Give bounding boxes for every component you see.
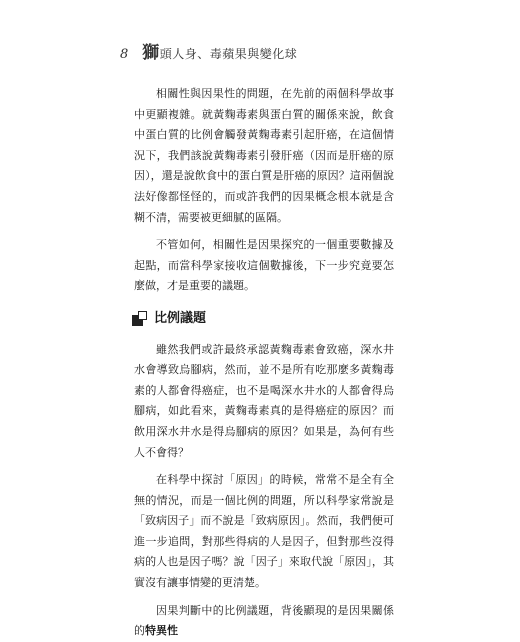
section-square-icon	[132, 311, 148, 327]
section-heading	[132, 309, 394, 330]
paragraph-last	[134, 601, 394, 642]
paragraph: 相關性與因果性的問題，在先前的兩個科學故事中更顯複雜。就黃麴毒素與蛋白質的關係來說，飲食中蛋白質的比例會觸發黃麴毒素引起肝癌，在這個情況下，我們該說黃麴毒素引發肝癌（因而是肝癌的原因），還是說飲食中的蛋白質是肝癌的原因？這兩個說法好像都怪怪的，而或許我們的因果概念根本就是含糊不清，需要被更細膩的區隔。	[134, 87, 394, 224]
running-header	[120, 38, 297, 63]
paragraph: 雖然我們或許最終承認黃麴毒素會致癌，深水井水會導致烏腳病，然而，並不是所有吃那麼多黃麴毒素的人都會得癌症，也不是喝深水井水的人都會得烏腳病，如此看來，黃麴毒素真的是得癌症的原因？而飲用深水井水是得烏腳病的原因？如果是，為何有些人不會得？	[134, 342, 394, 459]
paragraph: 不管如何，相關性是因果探究的一個重要數據及起點，而當科學家接收這個數據後，下一步究竟要怎麼做，才是重要的議題。	[134, 238, 394, 293]
last-line-text: 因果判斷中的比例議題，背後顯現的是因果關係的	[134, 603, 394, 638]
paragraph: 在科學中探討「原因」的時候，常常不是全有全無的情況，而是一個比例的問題，所以科學家常說是「致病因子」而不說是「致病原因」。然而，我們便可進一步追問，對那些得病的人是因子，但對那些沒得病的人也是因子嗎？說「因子」來取代說「原因」，其實沒有讓事情變的更清楚。	[134, 473, 394, 590]
page-number: 8	[120, 47, 129, 62]
book-title-rest: 頭人身、毒蘋果與變化球	[159, 47, 298, 61]
book-title	[142, 38, 297, 63]
last-line-bold: 特異性	[145, 624, 178, 638]
book-title-first-char: 獅	[142, 43, 160, 63]
section-title: 比例議題	[154, 310, 207, 326]
body-text	[134, 64, 394, 642]
